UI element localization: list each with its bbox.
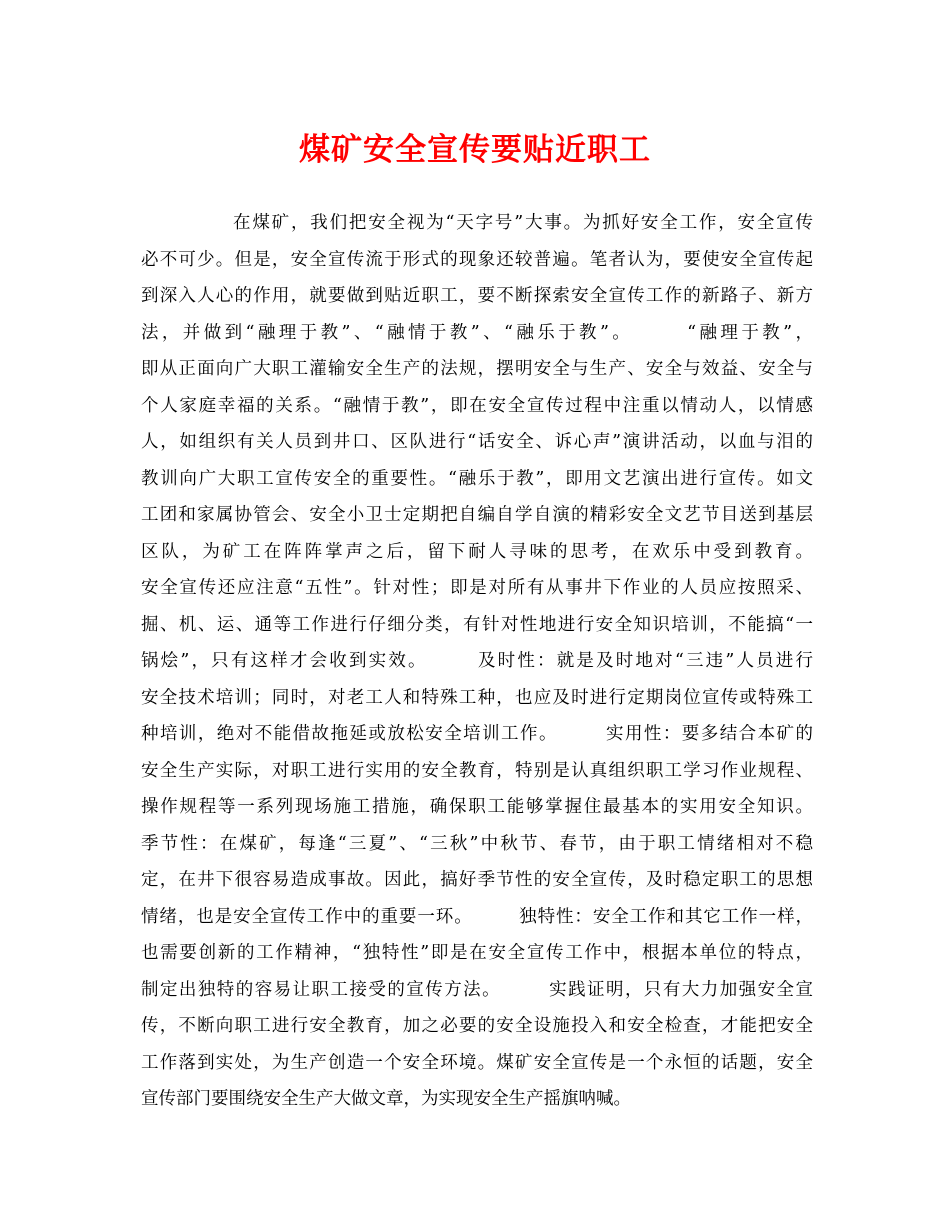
paragraph-line: 人，如组织有关人员到井口、区队进行“话安全、诉心声”演讲活动，以血与泪的 (141, 432, 813, 452)
paragraph-line: 工团和家属协管会、安全小卫士定期把自编自学自演的精彩安全文艺节目送到基层 (141, 505, 813, 525)
paragraph-line: 种培训，绝对不能借故拖延或放松安全培训工作。 实用性：要多结合本矿的 (141, 724, 813, 744)
paragraph-line: 工作落到实处，为生产创造一个安全环境。煤矿安全宣传是一个永恒的话题，安全 (141, 1052, 813, 1073)
paragraph-line: 定，在井下很容易造成事故。因此，搞好季节性的安全宣传，及时稳定职工的思想 (141, 870, 813, 890)
paragraph-line: 安全生产实际，对职工进行实用的安全教育，特别是认真组织职工学习作业规程、 (141, 760, 813, 781)
paragraph-line: 安全技术培训；同时，对老工人和特殊工种，也应及时进行定期岗位宣传或特殊工 (141, 687, 813, 708)
paragraph-line: 制定出独特的容易让职工接受的宣传方法。 实践证明，只有大力加强安全宣 (141, 979, 813, 1000)
paragraph-line: 锅烩”，只有这样才会收到实效。 及时性：就是及时地对“三违”人员进行 (141, 651, 813, 671)
paragraph-line: 区队，为矿工在阵阵掌声之后，留下耐人寻味的思考，在欢乐中受到教育。 (141, 541, 813, 562)
paragraph-line: 教训向广大职工宣传安全的重要性。“融乐于教”，即用文艺演出进行宣传。如文 (141, 468, 813, 489)
paragraph-line: 传，不断向职工进行安全教育，加之必要的安全设施投入和安全检查，才能把安全 (141, 1016, 813, 1036)
paragraph-line: 操作规程等一系列现场施工措施，确保职工能够掌握住最基本的实用安全知识。 (141, 797, 813, 817)
paragraph-line: 掘、机、运、通等工作进行仔细分类，有针对性地进行安全知识培训，不能搞“一 (141, 614, 813, 635)
paragraph-line: 在煤矿，我们把安全视为“天字号”大事。为抓好安全工作，安全宣传 (233, 213, 813, 233)
paragraph-line: 个人家庭幸福的关系。“融情于教”，即在安全宣传过程中注重以情动人，以情感 (141, 395, 813, 416)
paragraph-line: 必不可少。但是，安全宣传流于形式的现象还较普遍。笔者认为，要使安全宣传起 (141, 249, 813, 270)
paragraph-line: 宣传部门要围绕安全生产大做文章，为实现安全生产摇旗呐喊。 (141, 1089, 631, 1109)
paragraph-line: 法，并做到“融理于教”、“融情于教”、“融乐于教”。 “融理于教”， (141, 322, 813, 343)
paragraph-line: 到深入人心的作用，就要做到贴近职工，要不断探索安全宣传工作的新路子、新方 (141, 286, 813, 306)
paragraph-line: 即从正面向广大职工灌输安全生产的法规，摆明安全与生产、安全与效益、安全与 (141, 359, 813, 379)
paragraph-line: 也需要创新的工作精神，“独特性”即是在安全宣传工作中，根据本单位的特点， (141, 943, 813, 963)
document-title: 煤矿安全宣传要贴近职工 (299, 132, 651, 168)
paragraph-line: 安全宣传还应注意“五性”。针对性；即是对所有从事井下作业的人员应按照采、 (141, 578, 813, 598)
document-body (141, 205, 813, 1118)
paragraph-line: 情绪，也是安全宣传工作中的重要一环。 独特性：安全工作和其它工作一样， (141, 906, 813, 927)
paragraph-line: 季节性：在煤矿，每逢“三夏”、“三秋”中秋节、春节，由于职工情绪相对不稳 (141, 833, 813, 854)
